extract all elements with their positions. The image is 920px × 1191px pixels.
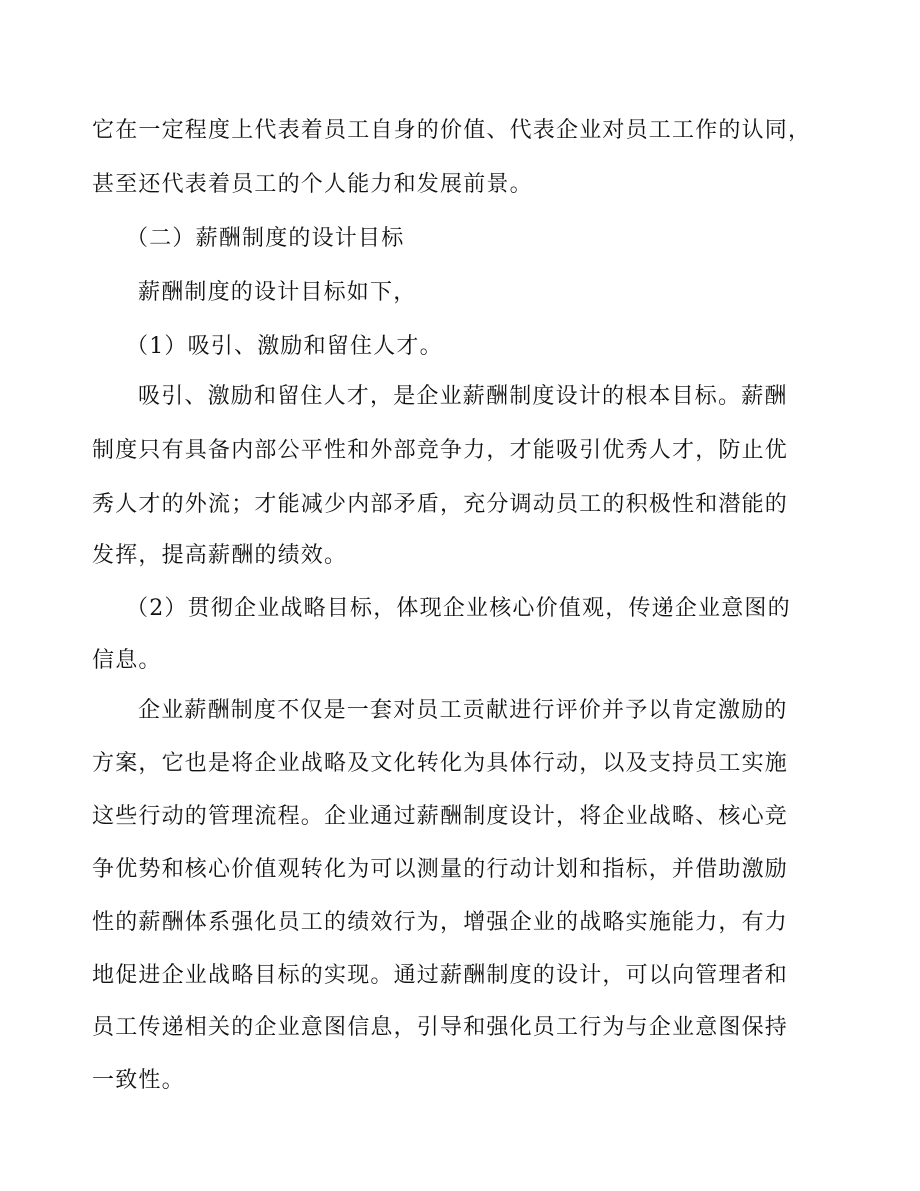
paragraph-line: 方案，它也是将企业战略及文化转化为具体行动，以及支持员工实施 [92, 751, 789, 776]
paragraph-line: 薪酬制度的设计目标如下， [138, 280, 417, 305]
paragraph-line: 它在一定程度上代表着员工自身的价值、代表企业对员工工作的认同， [92, 118, 812, 143]
paragraph-line: 制度只有具备内部公平性和外部竞争力，才能吸引优秀人才，防止优 [92, 438, 789, 463]
paragraph-line: 发挥，提高薪酬的绩效。 [92, 543, 348, 568]
paragraph-line: 员工传递相关的企业意图信息，引导和强化员工行为与企业意图保持 [92, 1015, 789, 1040]
paragraph-line: 地促进企业战略目标的实现。通过薪酬制度的设计，可以向管理者和 [92, 963, 789, 988]
paragraph-line: 争优势和核心价值观转化为可以测量的行动计划和指标，并借助激励 [92, 857, 789, 882]
paragraph-line: 性的薪酬体系强化员工的绩效行为，增强企业的战略实施能力，有力 [92, 910, 789, 935]
paragraph-line: 信息。 [92, 648, 162, 673]
paragraph-line: 一致性。 [92, 1068, 185, 1093]
subsection-heading: （2）贯彻企业战略目标，体现企业核心价值观，传递企业意图的 [126, 596, 791, 621]
section-heading: （二）薪酬制度的设计目标 [126, 226, 405, 251]
paragraph-line: 企业薪酬制度不仅是一套对员工贡献进行评价并予以肯定激励的 [138, 698, 788, 723]
paragraph-line: 甚至还代表着员工的个人能力和发展前景。 [92, 172, 533, 197]
subsection-heading: （1）吸引、激励和留住人才。 [126, 334, 443, 359]
paragraph-line: 吸引、激励和留住人才，是企业薪酬制度设计的根本目标。薪酬 [138, 384, 788, 409]
paragraph-line: 这些行动的管理流程。企业通过薪酬制度设计，将企业战略、核心竞 [92, 804, 789, 829]
paragraph-line: 秀人才的外流；才能减少内部矛盾，充分调动员工的积极性和潜能的 [92, 492, 789, 517]
